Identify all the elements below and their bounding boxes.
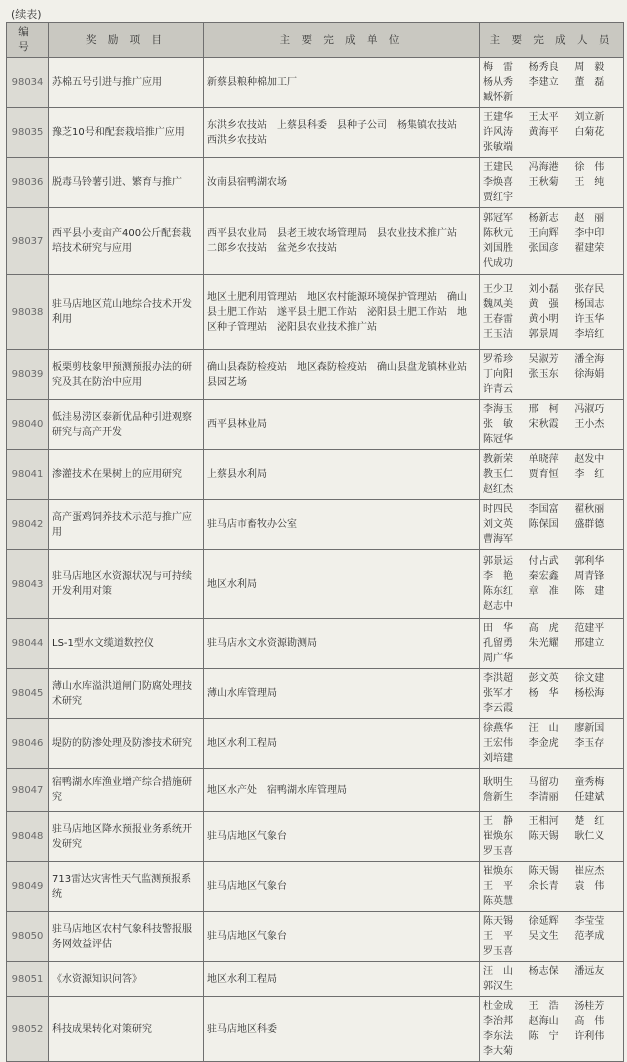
person-name: 王春雷 xyxy=(483,314,513,325)
person-name: 汪 山 xyxy=(528,723,559,734)
row-units: 驻马店地区科委 xyxy=(204,997,480,1062)
person-name: 许青云 xyxy=(483,384,513,395)
person-name: 丁向阳 xyxy=(483,369,513,380)
row-people xyxy=(480,997,624,1062)
person-name: 杨新志 xyxy=(528,213,559,224)
table-row xyxy=(7,862,624,912)
people-list xyxy=(483,60,620,105)
row-project: 豫芝10号和配套栽培推广应用 xyxy=(49,108,204,158)
person-name: 曹海军 xyxy=(483,534,513,545)
person-name: 翟建荣 xyxy=(574,243,605,254)
person-name: 王玉洁 xyxy=(483,329,513,340)
table-row xyxy=(7,500,624,550)
person-name: 赵志中 xyxy=(483,601,513,612)
person-name: 王 纯 xyxy=(574,177,605,188)
header-id: 编号 xyxy=(7,23,49,58)
person-name: 李焕喜 xyxy=(483,177,513,188)
row-id: 98039 xyxy=(7,350,49,400)
person-name: 冯淑巧 xyxy=(574,404,605,415)
person-name: 王 浩 xyxy=(528,1001,559,1012)
person-name: 张敏端 xyxy=(483,142,513,153)
row-people xyxy=(480,619,624,669)
person-name: 罗玉喜 xyxy=(483,846,513,857)
person-name: 杨秀良 xyxy=(528,62,559,73)
person-name: 贾育恒 xyxy=(528,469,559,480)
person-name: 杨松海 xyxy=(574,688,605,699)
row-people xyxy=(480,450,624,500)
people-list xyxy=(483,814,620,859)
person-name: 王建华 xyxy=(483,112,513,123)
people-list xyxy=(483,282,620,342)
row-people xyxy=(480,58,624,108)
person-name: 刘国胜 xyxy=(483,243,513,254)
row-units: 地区水利局 xyxy=(204,550,480,619)
person-name: 范孝成 xyxy=(574,931,605,942)
row-units: 驻马店市畜牧办公室 xyxy=(204,500,480,550)
person-name: 盛群德 xyxy=(574,519,605,530)
person-name: 范建平 xyxy=(574,623,605,634)
person-name: 杨 华 xyxy=(528,688,559,699)
people-list xyxy=(483,352,620,397)
person-name: 周青锋 xyxy=(574,571,605,582)
person-name: 王小杰 xyxy=(574,419,605,430)
person-name: 徐海娟 xyxy=(574,369,605,380)
person-name: 楚 红 xyxy=(574,816,605,827)
people-list xyxy=(483,402,620,447)
person-name: 冯海港 xyxy=(528,162,559,173)
person-name: 马留功 xyxy=(528,777,559,788)
person-name: 王太平 xyxy=(528,112,559,123)
person-name: 孔留勇 xyxy=(483,638,513,649)
person-name: 王 平 xyxy=(483,931,513,942)
person-name: 李洪超 xyxy=(483,673,513,684)
table-row xyxy=(7,769,624,812)
people-list xyxy=(483,721,620,766)
row-project: 科技成果转化对策研究 xyxy=(49,997,204,1062)
person-name: 教玉仁 xyxy=(483,469,513,480)
person-name: 郭景周 xyxy=(528,329,559,340)
people-list xyxy=(483,775,620,805)
person-name: 时四民 xyxy=(483,504,513,515)
person-name: 李玉存 xyxy=(574,738,605,749)
person-name: 陈冠华 xyxy=(483,434,513,445)
row-units: 西平县林业局 xyxy=(204,400,480,450)
table-row xyxy=(7,619,624,669)
table-row xyxy=(7,108,624,158)
continued-label: (续表) xyxy=(11,8,42,21)
person-name: 贾红宇 xyxy=(483,192,513,203)
person-name: 李东法 xyxy=(483,1031,513,1042)
row-id: 98042 xyxy=(7,500,49,550)
table-row xyxy=(7,400,624,450)
row-project: 宿鸭湖水库渔业增产综合措施研究 xyxy=(49,769,204,812)
person-name: 宋秋霞 xyxy=(528,419,559,430)
row-people xyxy=(480,812,624,862)
table-row xyxy=(7,912,624,962)
person-name: 杜金成 xyxy=(483,1001,513,1012)
person-name: 徐燕华 xyxy=(483,723,513,734)
person-name: 黄 强 xyxy=(528,299,559,310)
person-name: 童秀梅 xyxy=(574,777,605,788)
row-project: 堤防的防渗处理及防渗技术研究 xyxy=(49,719,204,769)
person-name: 邢 柯 xyxy=(528,404,559,415)
person-name: 郭冠军 xyxy=(483,213,513,224)
person-name: 董 磊 xyxy=(574,77,605,88)
row-units: 薄山水库管理局 xyxy=(204,669,480,719)
person-name: 汤桂芳 xyxy=(574,1001,605,1012)
person-name: 张 敏 xyxy=(483,419,513,430)
row-project: 西平县小麦亩产400公斤配套栽培技术研究与应用 xyxy=(49,208,204,275)
table-row xyxy=(7,719,624,769)
person-name: 李云霞 xyxy=(483,703,513,714)
row-id: 98038 xyxy=(7,275,49,350)
row-people xyxy=(480,208,624,275)
table-row xyxy=(7,58,624,108)
header-units: 主 要 完 成 单 位 xyxy=(204,23,480,58)
row-units: 地区水利工程局 xyxy=(204,962,480,997)
row-project: 驻马店地区荒山地综合技术开发利用 xyxy=(49,275,204,350)
person-name: 徐文建 xyxy=(574,673,605,684)
person-name: 周广华 xyxy=(483,653,513,664)
row-people xyxy=(480,275,624,350)
person-name: 王向辉 xyxy=(528,228,559,239)
row-people xyxy=(480,500,624,550)
row-id: 98043 xyxy=(7,550,49,619)
row-units: 地区水产处 宿鸭湖水库管理局 xyxy=(204,769,480,812)
row-units: 地区土肥利用管理站 地区农村能源环境保护管理站 确山县土肥工作站 遂平县土肥工作站 泌阳县土肥工作站 地区种子管理站 泌阳县农业技术推广站 xyxy=(204,275,480,350)
row-id: 98035 xyxy=(7,108,49,158)
person-name: 李金虎 xyxy=(528,738,559,749)
person-name: 陈 宁 xyxy=(528,1031,559,1042)
row-people xyxy=(480,158,624,208)
person-name: 崔焕东 xyxy=(483,831,513,842)
person-name: 崔焕东 xyxy=(483,866,513,877)
person-name: 周 毅 xyxy=(574,62,605,73)
row-project: 驻马店地区水资源状况与可持续开发利用对策 xyxy=(49,550,204,619)
person-name: 高 虎 xyxy=(528,623,559,634)
row-people xyxy=(480,912,624,962)
row-project: 苏棉五号引进与推广应用 xyxy=(49,58,204,108)
person-name: 郭景运 xyxy=(483,556,513,567)
row-units: 东洪乡农技站 上蔡县科委 县种子公司 杨集镇农技站 西洪乡农技站 xyxy=(204,108,480,158)
person-name: 余长青 xyxy=(528,881,559,892)
row-id: 98041 xyxy=(7,450,49,500)
table-row xyxy=(7,350,624,400)
person-name: 李治邦 xyxy=(483,1016,513,1027)
person-name: 李大菊 xyxy=(483,1046,513,1057)
person-name: 高 伟 xyxy=(574,1016,605,1027)
row-id: 98044 xyxy=(7,619,49,669)
people-list xyxy=(483,621,620,666)
person-name: 李海玉 xyxy=(483,404,513,415)
table-row xyxy=(7,208,624,275)
table-row xyxy=(7,550,624,619)
person-name: 杨志保 xyxy=(528,966,559,977)
people-list xyxy=(483,452,620,497)
row-id: 98052 xyxy=(7,997,49,1062)
person-name: 陈天锡 xyxy=(528,866,559,877)
person-name: 刘立新 xyxy=(574,112,605,123)
person-name: 赵发中 xyxy=(574,454,605,465)
person-name: 王 平 xyxy=(483,881,513,892)
person-name: 赵 丽 xyxy=(574,213,605,224)
person-name: 袁 伟 xyxy=(574,881,605,892)
person-name: 王秋菊 xyxy=(528,177,559,188)
person-name: 梅 雷 xyxy=(483,62,513,73)
people-list xyxy=(483,160,620,205)
person-name: 王建民 xyxy=(483,162,513,173)
person-name: 赵红杰 xyxy=(483,484,513,495)
person-name: 魏凤美 xyxy=(483,299,513,310)
row-people xyxy=(480,350,624,400)
person-name: 教新荣 xyxy=(483,454,513,465)
row-people xyxy=(480,769,624,812)
person-name: 潘远友 xyxy=(574,966,605,977)
row-project: LS-1型水文缆道数控仪 xyxy=(49,619,204,669)
row-id: 98034 xyxy=(7,58,49,108)
row-id: 98045 xyxy=(7,669,49,719)
row-people xyxy=(480,862,624,912)
row-id: 98049 xyxy=(7,862,49,912)
person-name: 李 艳 xyxy=(483,571,513,582)
person-name: 邢建立 xyxy=(574,638,605,649)
person-name: 秦宏鑫 xyxy=(528,571,559,582)
person-name: 詹新生 xyxy=(483,792,513,803)
row-project: 板栗剪枝象甲预测预报办法的研究及其在防治中应用 xyxy=(49,350,204,400)
person-name: 翟秋丽 xyxy=(574,504,605,515)
person-name: 刘培建 xyxy=(483,753,513,764)
person-name: 彭文英 xyxy=(528,673,559,684)
person-name: 郭汉生 xyxy=(483,981,513,992)
people-list xyxy=(483,671,620,716)
person-name: 许玉华 xyxy=(574,314,605,325)
person-name: 张玉东 xyxy=(528,369,559,380)
row-people xyxy=(480,962,624,997)
person-name: 李培红 xyxy=(574,329,605,340)
person-name: 李国富 xyxy=(528,504,559,515)
person-name: 田 华 xyxy=(483,623,513,634)
person-name: 许风涛 xyxy=(483,127,513,138)
people-list xyxy=(483,110,620,155)
table-body xyxy=(7,58,624,1062)
person-name: 陈秋元 xyxy=(483,228,513,239)
person-name: 李 红 xyxy=(574,469,605,480)
person-name: 罗玉喜 xyxy=(483,946,513,957)
row-id: 98048 xyxy=(7,812,49,862)
row-units: 汝南县宿鸭湖农场 xyxy=(204,158,480,208)
person-name: 陈英慧 xyxy=(483,896,513,907)
people-list xyxy=(483,964,620,994)
row-id: 98046 xyxy=(7,719,49,769)
person-name: 李莹莹 xyxy=(574,916,605,927)
person-name: 吴淑芳 xyxy=(528,354,559,365)
table-header-row xyxy=(7,23,624,58)
row-project: 驻马店地区降水预报业务系统开发研究 xyxy=(49,812,204,862)
header-people: 主 要 完 成 人 员 xyxy=(480,23,624,58)
person-name: 章 准 xyxy=(528,586,559,597)
person-name: 耿仁义 xyxy=(574,831,605,842)
person-name: 张国彦 xyxy=(528,243,559,254)
person-name: 陈东红 xyxy=(483,586,513,597)
person-name: 汪 山 xyxy=(483,966,513,977)
row-units: 西平县农业局 县老王坡农场管理局 县农业技术推广站 二郎乡农技站 盆尧乡农技站 xyxy=(204,208,480,275)
person-name: 任建斌 xyxy=(574,792,605,803)
people-list xyxy=(483,211,620,271)
row-units: 确山县森防检疫站 地区森防检疫站 确山县盘龙镇林业站 县园艺场 xyxy=(204,350,480,400)
person-name: 崔应杰 xyxy=(574,866,605,877)
person-name: 刘文英 xyxy=(483,519,513,530)
person-name: 张存民 xyxy=(574,284,605,295)
table-row xyxy=(7,275,624,350)
row-id: 98047 xyxy=(7,769,49,812)
person-name: 王宏伟 xyxy=(483,738,513,749)
person-name: 王少卫 xyxy=(483,284,513,295)
person-name: 黄小明 xyxy=(528,314,559,325)
awards-table xyxy=(6,22,624,1062)
row-project: 薄山水库溢洪道闸门防腐处理技术研究 xyxy=(49,669,204,719)
row-project: 渗灌技术在果树上的应用研究 xyxy=(49,450,204,500)
person-name: 李中印 xyxy=(574,228,605,239)
row-id: 98051 xyxy=(7,962,49,997)
person-name: 陈 建 xyxy=(574,586,605,597)
person-name: 徐延辉 xyxy=(528,916,559,927)
person-name: 郭利华 xyxy=(574,556,605,567)
person-name: 耿明生 xyxy=(483,777,513,788)
table-row xyxy=(7,158,624,208)
table-row xyxy=(7,669,624,719)
person-name: 吴文生 xyxy=(528,931,559,942)
person-name: 付占武 xyxy=(528,556,559,567)
person-name: 朱光耀 xyxy=(528,638,559,649)
row-project: 713雷达灾害性天气监测预报系统 xyxy=(49,862,204,912)
person-name: 王 静 xyxy=(483,816,513,827)
header-project: 奖 励 项 目 xyxy=(49,23,204,58)
person-name: 张军才 xyxy=(483,688,513,699)
table-row xyxy=(7,812,624,862)
row-id: 98040 xyxy=(7,400,49,450)
row-id: 98037 xyxy=(7,208,49,275)
person-name: 陈天锡 xyxy=(528,831,559,842)
people-list xyxy=(483,502,620,547)
row-units: 驻马店地区气象台 xyxy=(204,812,480,862)
row-project: 高产蛋鸡饲养技术示范与推广应用 xyxy=(49,500,204,550)
person-name: 杨从秀 xyxy=(483,77,513,88)
row-people xyxy=(480,550,624,619)
person-name: 陈保国 xyxy=(528,519,559,530)
row-people xyxy=(480,669,624,719)
person-name: 徐 伟 xyxy=(574,162,605,173)
row-people xyxy=(480,400,624,450)
person-name: 廖新国 xyxy=(574,723,605,734)
row-project: 低洼易涝区泰新优品种引进观察研究与高产开发 xyxy=(49,400,204,450)
table-row xyxy=(7,450,624,500)
person-name: 罗希珍 xyxy=(483,354,513,365)
person-name: 许利伟 xyxy=(574,1031,605,1042)
person-name: 李建立 xyxy=(528,77,559,88)
row-people xyxy=(480,719,624,769)
row-id: 98050 xyxy=(7,912,49,962)
person-name: 潘全海 xyxy=(574,354,605,365)
person-name: 杨国志 xyxy=(574,299,605,310)
row-project: 脱毒马铃薯引进、繁育与推广 xyxy=(49,158,204,208)
person-name: 黄海平 xyxy=(528,127,559,138)
person-name: 赵海山 xyxy=(528,1016,559,1027)
row-units: 驻马店地区气象台 xyxy=(204,862,480,912)
people-list xyxy=(483,999,620,1059)
row-id: 98036 xyxy=(7,158,49,208)
person-name: 刘小磊 xyxy=(528,284,559,295)
row-units: 上蔡县水利局 xyxy=(204,450,480,500)
person-name: 陈天锡 xyxy=(483,916,513,927)
row-project: 《水资源知识问答》 xyxy=(49,962,204,997)
person-name: 王相河 xyxy=(528,816,559,827)
people-list xyxy=(483,914,620,959)
row-units: 驻马店地区气象台 xyxy=(204,912,480,962)
row-people xyxy=(480,108,624,158)
row-units: 驻马店水文水资源勘测局 xyxy=(204,619,480,669)
table-row xyxy=(7,997,624,1062)
people-list xyxy=(483,864,620,909)
person-name: 白菊花 xyxy=(574,127,605,138)
person-name: 李清丽 xyxy=(528,792,559,803)
row-units: 新蔡县粮种棉加工厂 xyxy=(204,58,480,108)
people-list xyxy=(483,554,620,614)
person-name: 代成功 xyxy=(483,258,513,269)
person-name: 单晓萍 xyxy=(528,454,559,465)
table-row xyxy=(7,962,624,997)
row-units: 地区水利工程局 xyxy=(204,719,480,769)
row-project: 驻马店地区农村气象科技警报服务网效益评估 xyxy=(49,912,204,962)
person-name: 臧怀新 xyxy=(483,92,513,103)
